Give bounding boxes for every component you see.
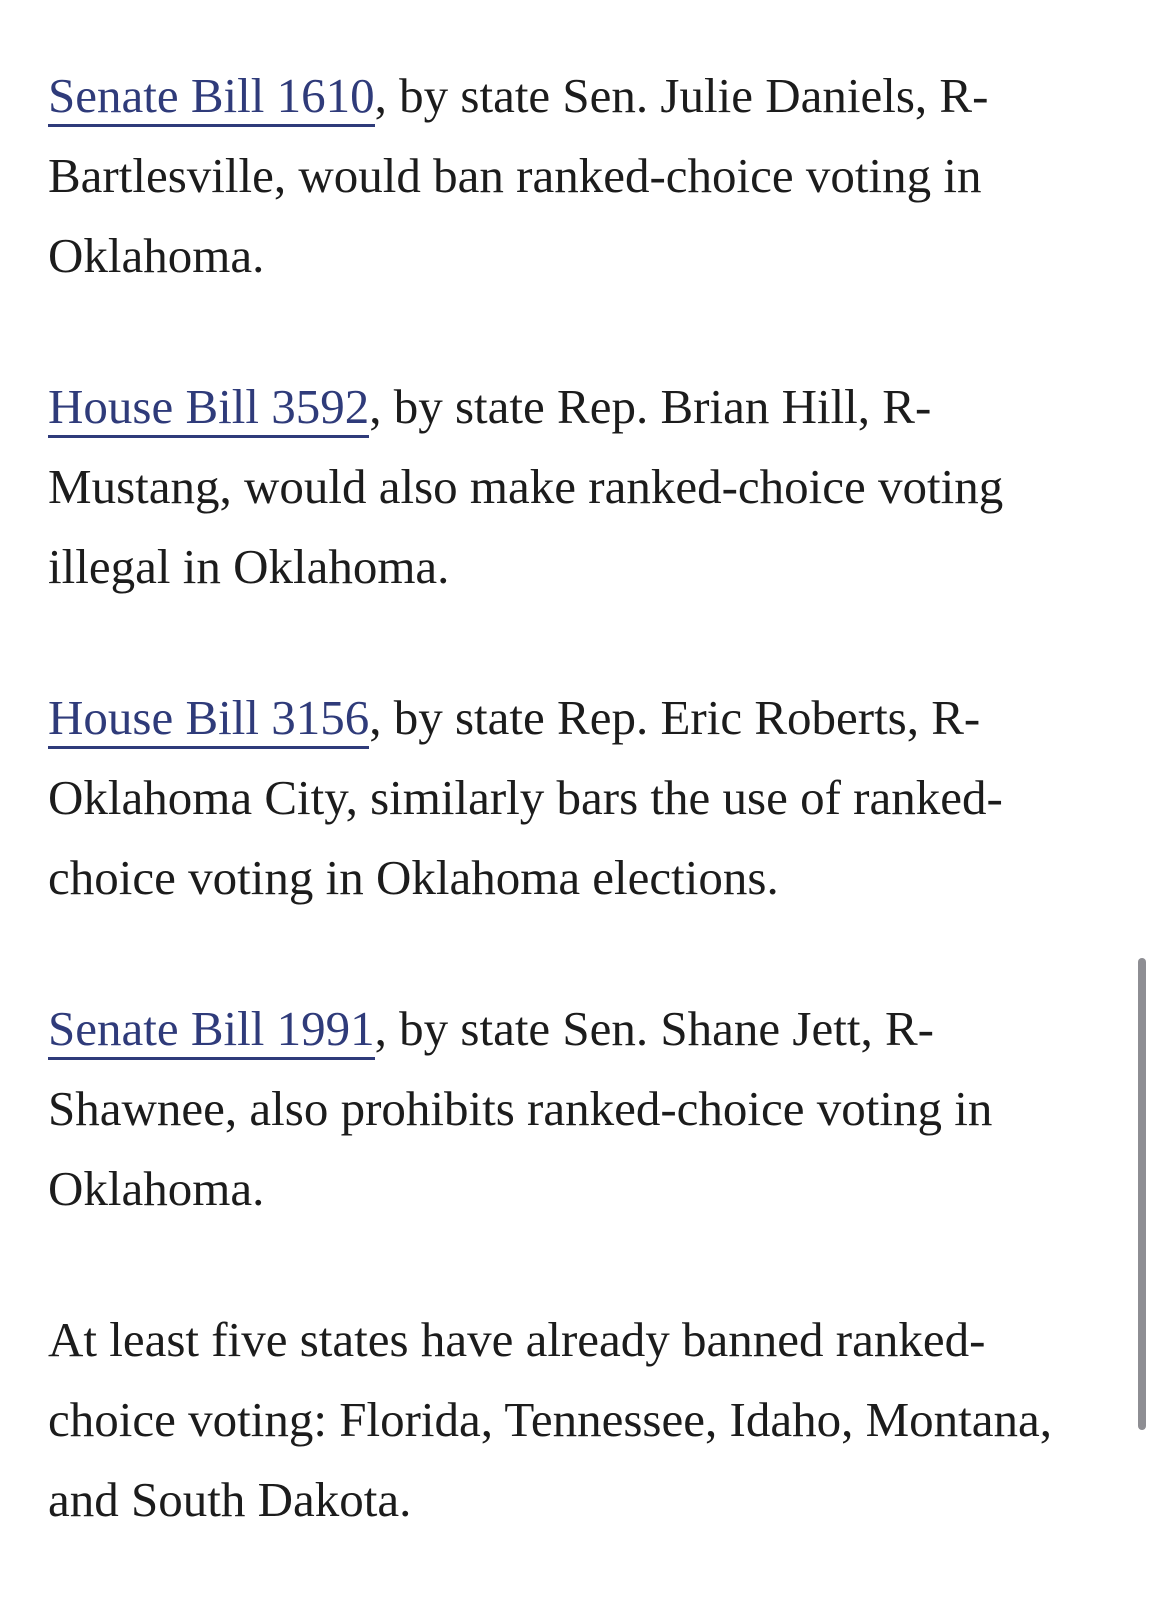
- paragraph-text: , by state Sen. Julie Daniels, R-Bartlesville, would ban ranked-choice voting in Oklahoma.: [48, 68, 989, 283]
- paragraph-sb1991: [48, 989, 1108, 1229]
- paragraph-states-banned: [48, 1300, 1108, 1540]
- link-house-bill-3156[interactable]: House Bill 3156: [48, 690, 369, 749]
- link-senate-bill-1991[interactable]: Senate Bill 1991: [48, 1001, 375, 1060]
- paragraph-text: At least five states have already banned ranked-choice voting: Florida, Tennessee, Idaho, Montana, and South Dakota.: [48, 1312, 1052, 1527]
- vertical-scrollbar[interactable]: [1138, 958, 1146, 1430]
- paragraph-hb3592: [48, 367, 1108, 607]
- paragraph-text: , by state Sen. Shane Jett, R-Shawnee, also prohibits ranked-choice voting in Oklahoma.: [48, 1001, 993, 1216]
- paragraph-text: , by state Rep. Eric Roberts, R-Oklahoma City, similarly bars the use of ranked-choice voting in Oklahoma elections.: [48, 690, 1003, 905]
- link-senate-bill-1610[interactable]: Senate Bill 1610: [48, 68, 375, 127]
- paragraph-sb1610: [48, 56, 1108, 296]
- paragraph-hb3156: [48, 678, 1108, 918]
- article-body: [48, 56, 1108, 1611]
- link-house-bill-3592[interactable]: House Bill 3592: [48, 379, 369, 438]
- paragraph-text: , by state Rep. Brian Hill, R-Mustang, would also make ranked-choice voting illegal in Oklahoma.: [48, 379, 1004, 594]
